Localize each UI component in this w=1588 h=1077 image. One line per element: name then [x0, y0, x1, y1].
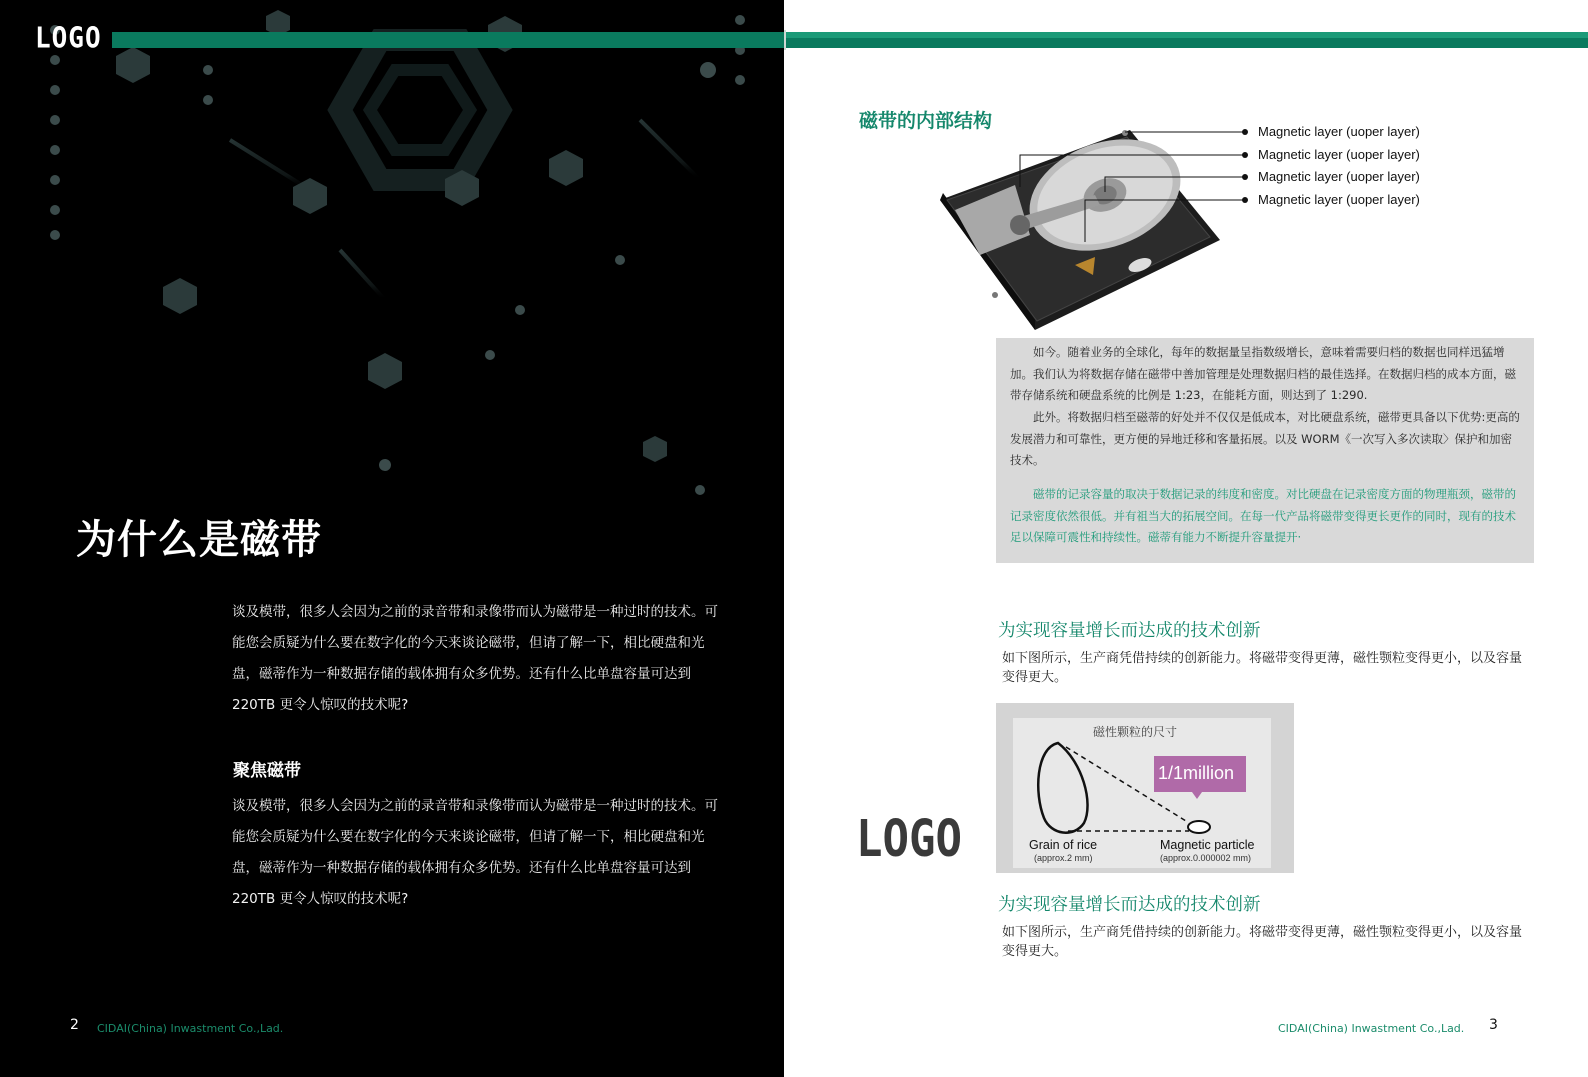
figure-ratio-tag: 1/1million: [1158, 763, 1235, 783]
footer-company: CIDAI(China) Inwastment Co.,Lad.: [97, 1022, 284, 1035]
focus-paragraph: 谈及模带，很多人会因为之前的录音带和录像带而认为磁带是一种过时的技术。可能您会质疑为什么要在数字化的今天来谈论磁带，但请了解一下，相比硬盘和光盘，磁蒂作为一种数据存储的载体拥有众多优势。还有什么比单盘容量可达到 220TB 更令人惊叹的技术呢?: [232, 798, 718, 907]
section-text: 如下图所示，生产商凭借持续的创新能力。将磁带变得更薄，磁性颚粒变得更小，以及容量变得更大。: [1002, 651, 1523, 685]
figure-left-sub: (approx.2 mm): [1034, 853, 1093, 863]
info-highlight-paragraph: 磁带的记录容量的取决于数据记录的纬度和密度。对比硬盘在记录密度方面的物理瓶颈，磁带的记录密度依然很低。并有祖当大的拓展空间。在每一代产品将磁带变得更长更作的同时，现有的技术足以保障可震性和持续性。磁蒂有能力不断提升容量提开·: [1010, 487, 1516, 544]
figure-left-label: Grain of rice: [1029, 838, 1098, 852]
intro-paragraph: 谈及模带，很多人会因为之前的录音带和录像带而认为磁带是一种过时的技术。可能您会质疑为什么要在数字化的今天来谈论磁带，但请了解一下，相比硬盘和光盘，磁蒂作为一种数据存储的载体拥有众多优势。还有什么比单盘容量可达到 220TB 更令人惊叹的技术呢?: [232, 604, 718, 713]
info-paragraph: 此外。将数据归档至磁蒂的好处并不仅仅是低成本，对比硬盘系统，磁带更具备以下优势:更高的发展潜力和可靠性，更方便的异地迁移和客量拓展。以及 WORM《一次写入多次读取〉保护和加密技术。: [1010, 410, 1520, 467]
footer-company: CIDAI(China) Inwastment Co.,Lad.: [1278, 1022, 1465, 1035]
page-title: 为什么是磁带: [76, 517, 322, 563]
callout-label: Magnetic layer (uoper layer): [1258, 124, 1420, 139]
callout-label: Magnetic layer (uoper layer): [1258, 147, 1420, 162]
section-title-structure: 磁带的内部结构: [859, 110, 993, 132]
figure-right-label: Magnetic particle: [1160, 838, 1255, 852]
section-title-innovation: 为实现容量增长而达成的技术创新: [998, 895, 1261, 915]
section-title-innovation: 为实现容量增长而达成的技术创新: [998, 621, 1261, 641]
logo: LOGO: [856, 810, 962, 869]
page-divider: [784, 30, 786, 50]
header-bar-stripe: [784, 32, 1588, 38]
left-page: [0, 0, 784, 1077]
section-subtitle: 聚焦磁带: [233, 761, 301, 781]
figure-title: 磁性颗粒的尺寸: [1093, 725, 1178, 739]
section-text: 如下图所示，生产商凭借持续的创新能力。将磁带变得更薄，磁性颚粒变得更小，以及容量变得更大。: [1002, 925, 1523, 959]
logo: LOGO: [35, 22, 102, 55]
info-paragraph: 如今。随着业务的全球化，每年的数据量呈指数级增长，意味着需要归档的数据也同样迅猛增加。我们认为将数据存储在磁带中善加管理是处理数据归档的最佳选择。在数据归档的成本方面，磁带存储系统和硬盘系统的比例是 1:23，在能耗方面，则达到了 1:290.: [1010, 345, 1516, 402]
figure-right-sub: (approx.0.000002 mm): [1160, 853, 1252, 863]
callout-label: Magnetic layer (uoper layer): [1258, 169, 1420, 184]
page-number: 2: [70, 1017, 79, 1033]
callout-label: Magnetic layer (uoper layer): [1258, 192, 1420, 207]
callout-lines: [1015, 122, 1265, 252]
particle-size-figure: [996, 703, 1294, 873]
page-number: 3: [1489, 1017, 1498, 1033]
